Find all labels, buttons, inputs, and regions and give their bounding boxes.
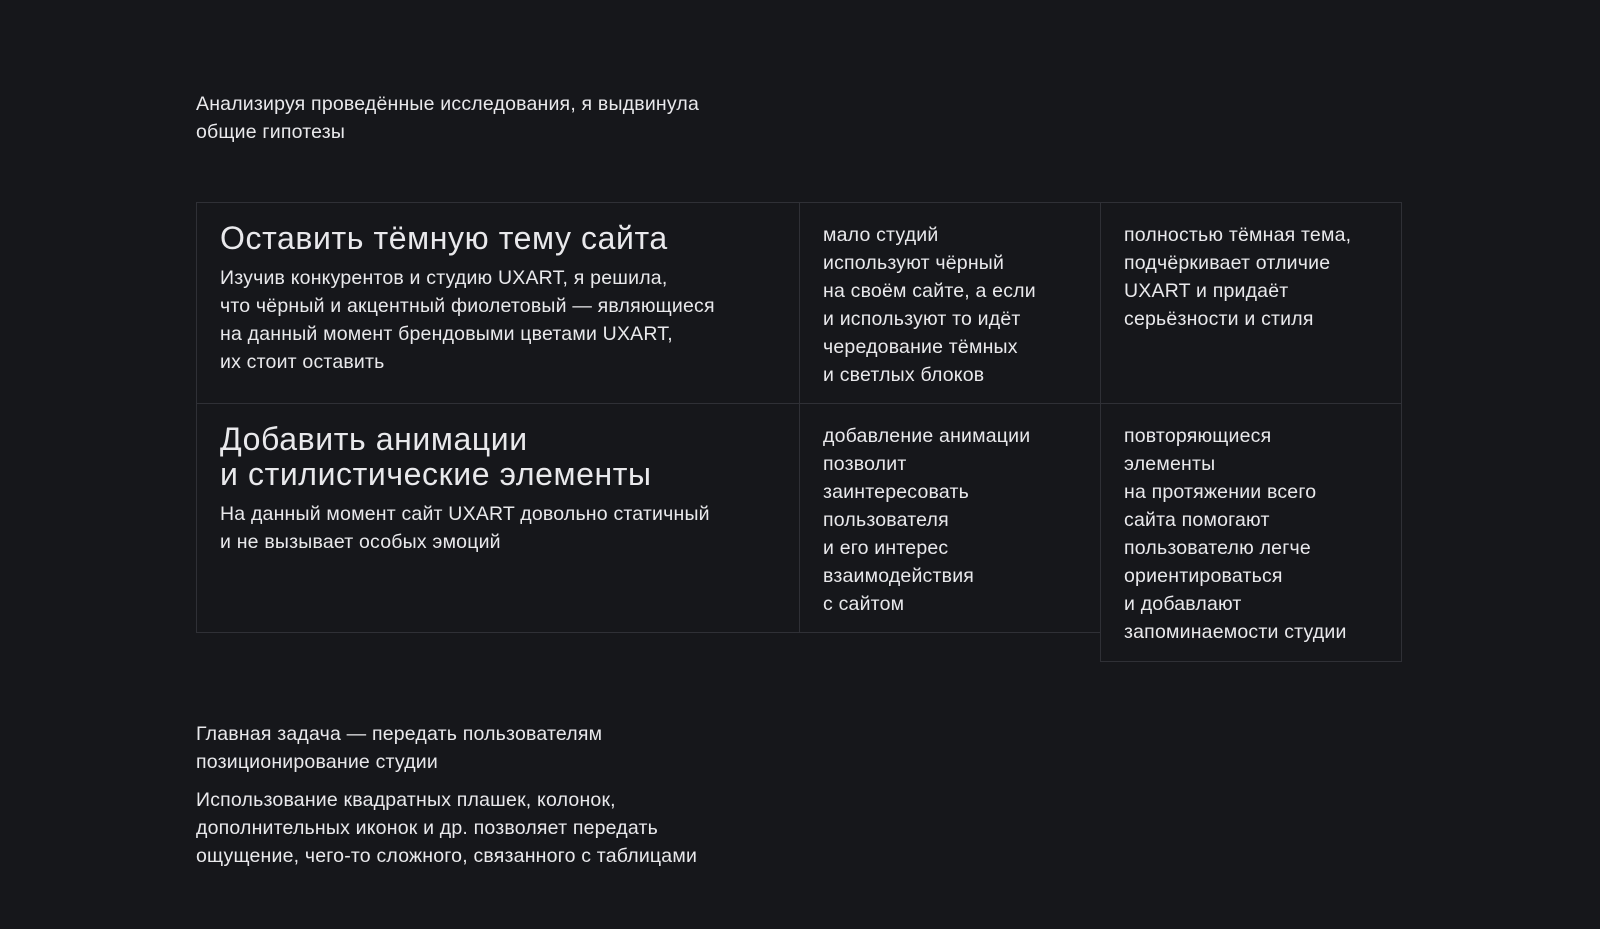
hypothesis-1-observation: мало студий используют чёрный на своём сайте, а если и используют то идёт чередование тёмных и светлых блоков: [823, 224, 1036, 386]
hypothesis-2-observation: добавление анимации позволит заинтересовать пользователя и его интерес взаимодействия с сайтом: [823, 425, 1031, 615]
hypothesis-2-description: На данный момент сайт UXART довольно статичный и не вызывает особых эмоций: [220, 503, 710, 553]
conclusion-block: [196, 720, 816, 870]
conclusion-heading: Главная задача — передать пользователям позиционирование студии: [196, 723, 603, 773]
hypothesis-1-effect: полностью тёмная тема, подчёркивает отличие UXART и придаёт серьёзности и стиля: [1124, 224, 1352, 330]
hypothesis-2-effect: повторяющиеся элементы на протяжении всего сайта помогают пользователю легче ориентироваться и добавлают запоминаемости студии: [1124, 425, 1347, 643]
intro-paragraph: Анализируя проведённые исследования, я выдвинула общие гипотезы: [196, 93, 700, 143]
hypothesis-2-cell: [196, 403, 800, 633]
hypotheses-table: [196, 202, 1402, 662]
hypothesis-2-observation-cell: [799, 403, 1101, 633]
hypothesis-1-title: Оставить тёмную тему сайта: [220, 220, 668, 256]
hypothesis-2-title: Добавить анимации и стилистические элементы: [220, 421, 652, 492]
hypothesis-2-effect-cell: [1100, 403, 1402, 662]
conclusion-text: Использование квадратных плашек, колонок, дополнительных иконок и др. позволяет передать ощущение, чего-то сложного, связанного с таблицами: [196, 789, 698, 867]
hypothesis-1-cell: [196, 202, 800, 404]
hypothesis-1-description: Изучив конкурентов и студию UXART, я решила, что чёрный и акцентный фиолетовый — являющиеся на данный момент брендовыми цветами UXART, их стоит оставить: [220, 267, 715, 373]
hypothesis-1-effect-cell: [1100, 202, 1402, 404]
hypothesis-1-observation-cell: [799, 202, 1101, 404]
intro-text: [196, 90, 796, 146]
